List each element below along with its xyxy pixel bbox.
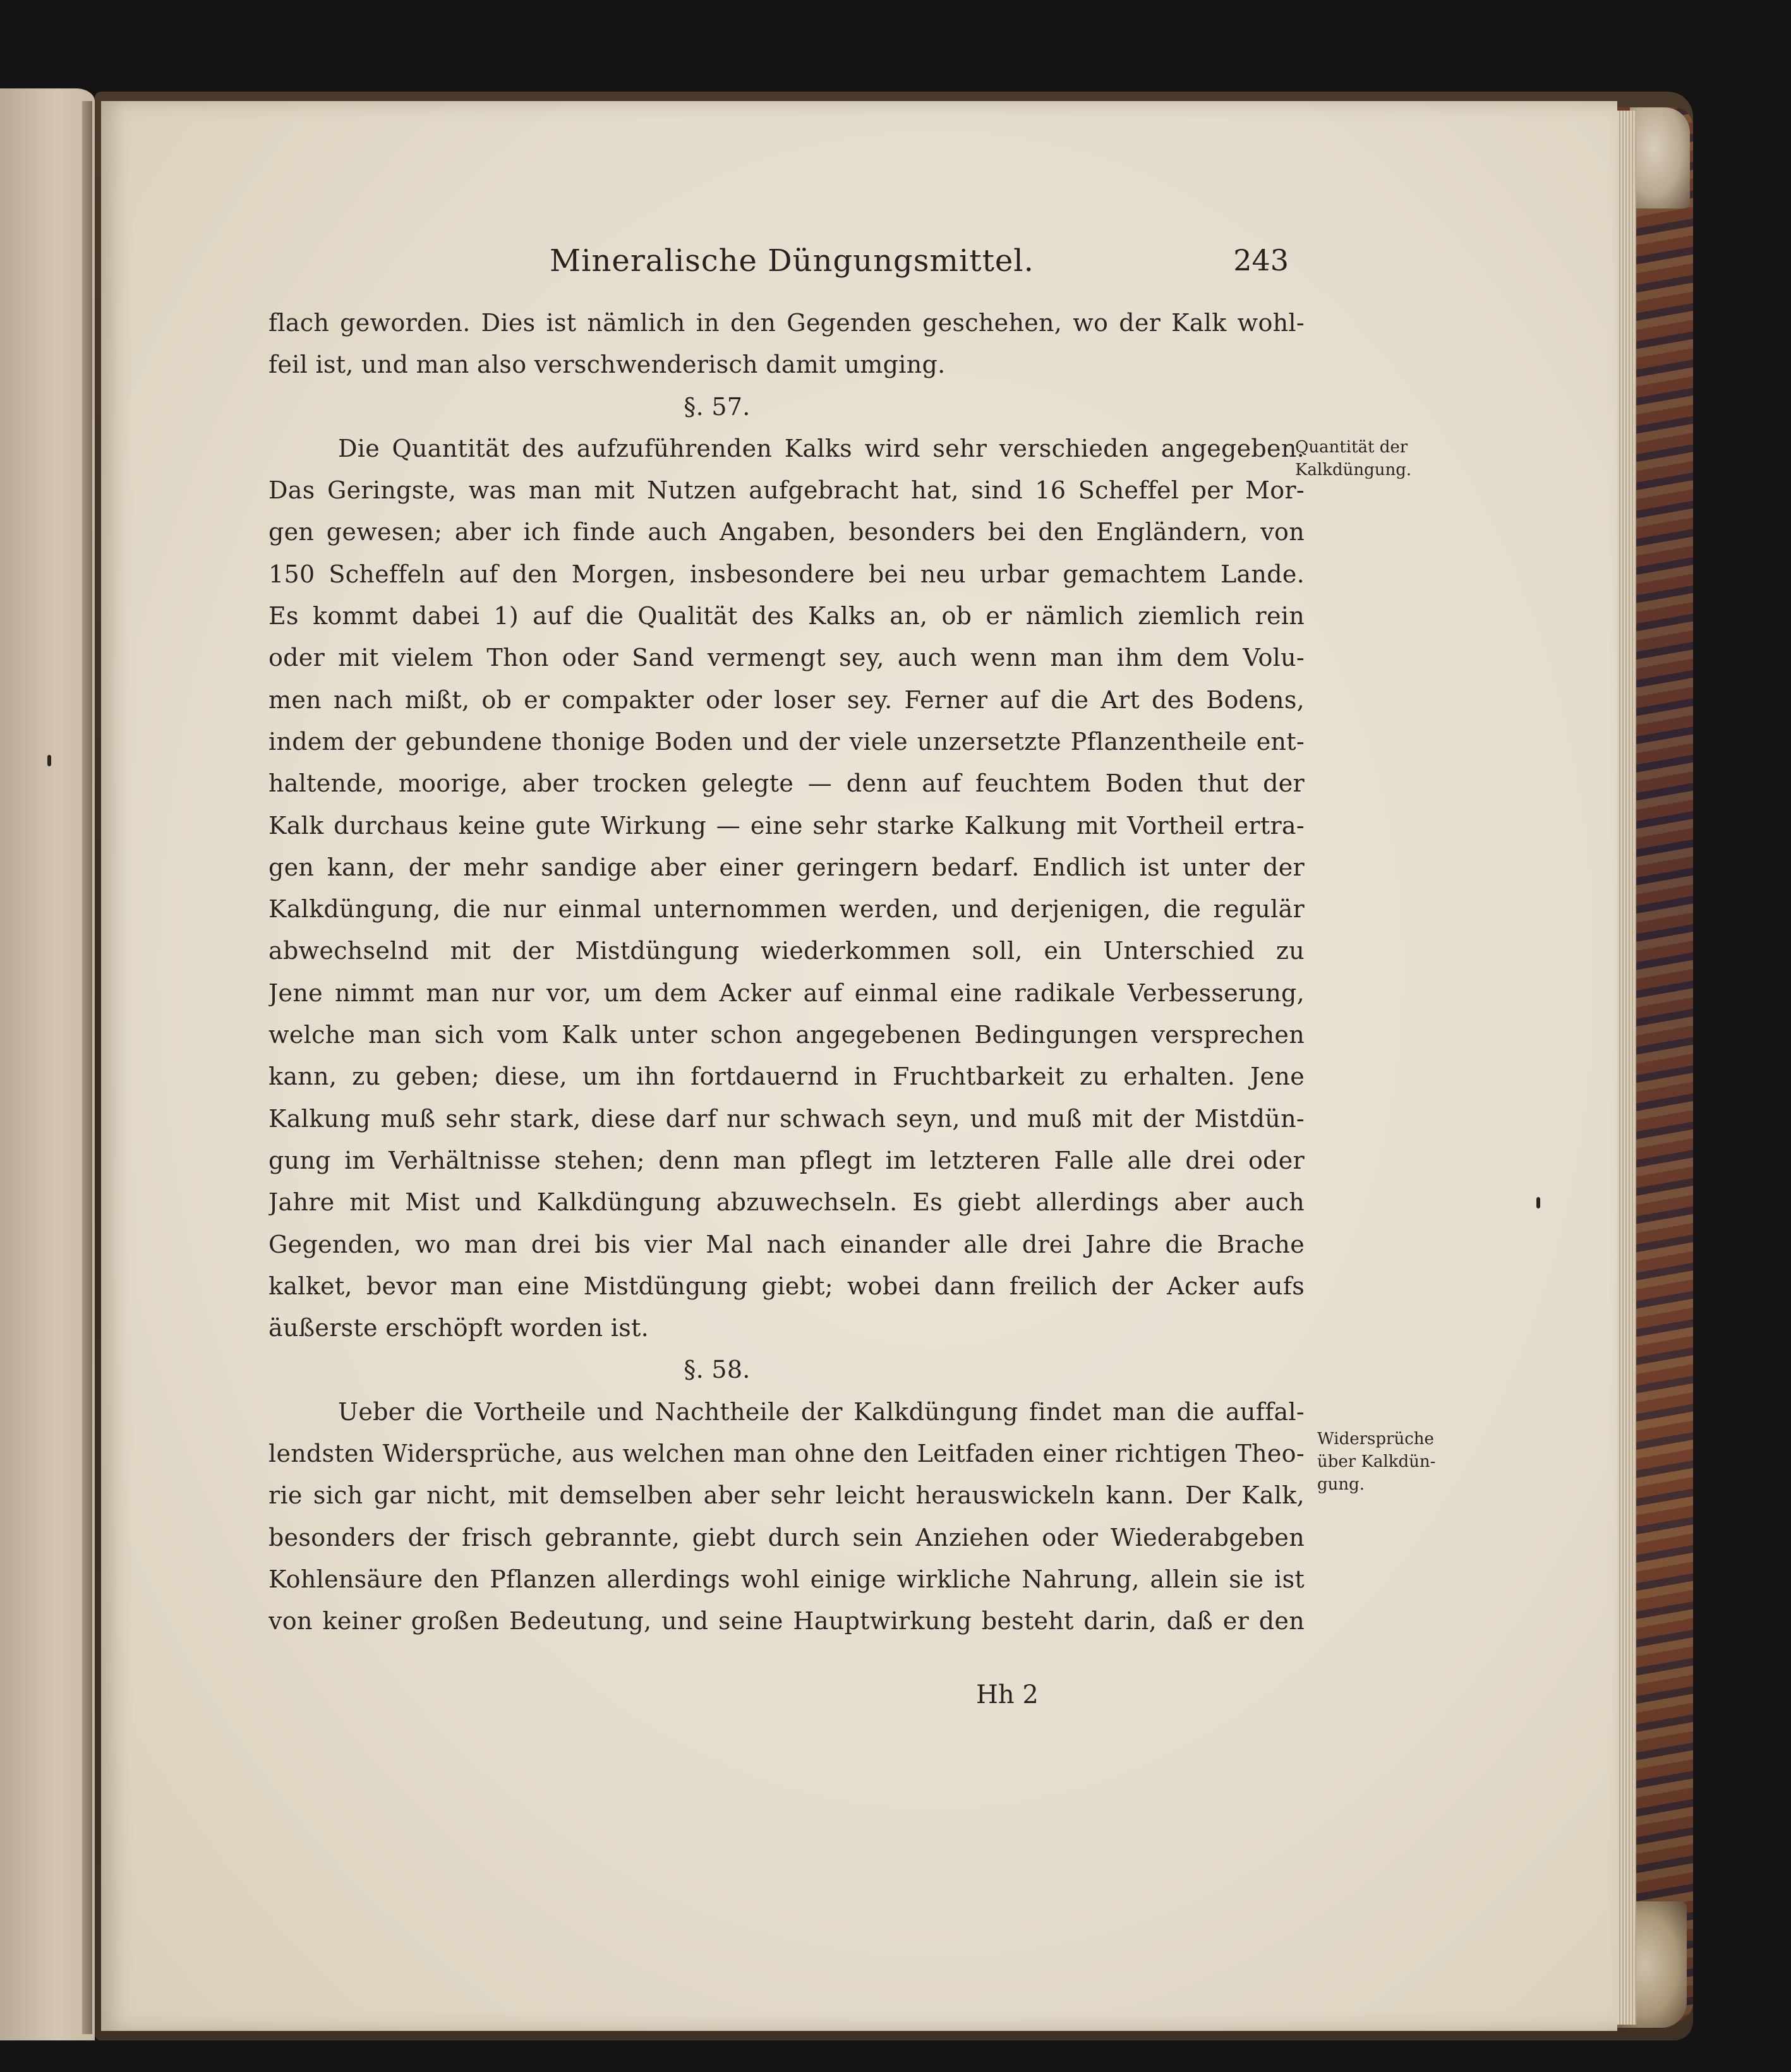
text-line: lendsten Widersprüche, aus welchen man ohne den Leitfaden einer richtigen Theo- — [268, 1440, 1305, 1468]
text-line: welche man sich vom Kalk unter schon angegebenen Bedingungen versprechen — [268, 1021, 1305, 1049]
margin-note-line: Quantität der — [1295, 438, 1408, 457]
text-line: abwechselnd mit der Mistdüngung wiederkommen soll, ein Unterschied zu — [268, 937, 1305, 965]
text-line: von keiner großen Bedeutung, und seine Hauptwirkung besteht darin, daß er den — [268, 1607, 1305, 1635]
text-line: kann, zu geben; diese, um ihn fortdauernd in Fruchtbarkeit zu erhalten. Jene — [268, 1063, 1305, 1091]
margin-note-line: Kalkdüngung. — [1295, 461, 1412, 479]
text-line: Es kommt dabei 1) auf die Qualität des Kalks an, ob er nämlich ziemlich rein — [268, 602, 1305, 630]
text-line: men nach mißt, ob er compakter oder loser sey. Ferner auf die Art des Bodens, — [268, 685, 1305, 714]
text-line: gen kann, der mehr sandige aber einer geringern bedarf. Endlich ist unter der — [268, 853, 1305, 881]
text-line: Kohlensäure den Pflanzen allerdings wohl einige wirkliche Nahrung, allein sie ist — [268, 1565, 1305, 1593]
margin-note-contradictions — [1317, 1428, 1435, 1496]
margin-note-line: Widersprüche — [1317, 1430, 1434, 1449]
page-number: 243 — [1233, 243, 1289, 277]
gutter-shadow — [82, 101, 92, 2034]
facing-page-edge — [0, 88, 95, 2040]
body-text — [268, 302, 1305, 1642]
margin-note-line: gung. — [1317, 1475, 1365, 1494]
section-heading: §. 58. — [684, 1356, 751, 1384]
text-line: Jene nimmt man nur vor, um dem Acker auf einmal eine radikale Verbesserung, — [268, 979, 1305, 1007]
margin-note-quantity — [1295, 436, 1411, 481]
text-line: haltende, moorige, aber trocken gelegte — denn auf feuchtem Boden thut der — [268, 769, 1305, 798]
margin-note-line: über Kalkdün- — [1317, 1452, 1436, 1471]
text-line: Kalkdüngung, die nur einmal unternommen werden, und derjenigen, die regulär — [268, 895, 1305, 924]
page-header — [550, 243, 1289, 287]
text-line: Jahre mit Mist und Kalkdüngung abzuwechseln. Es giebt allerdings aber auch — [268, 1188, 1305, 1217]
text-line: rie sich gar nicht, mit demselben aber sehr leicht herauswickeln kann. Der Kalk, — [268, 1481, 1305, 1510]
text-line: indem der gebundene thonige Boden und der viele unzersetzte Pflanzentheile ent- — [268, 727, 1305, 756]
section-heading: §. 57. — [684, 392, 751, 421]
text-line: Ueber die Vortheile und Nachtheile der Kalkdüngung findet man die auffal- — [338, 1397, 1305, 1426]
text-line: Gegenden, wo man drei bis vier Mal nach einander alle drei Jahre die Brache — [268, 1230, 1305, 1258]
text-line: Kalkung muß sehr stark, diese darf nur schwach seyn, und muß mit der Mistdün- — [268, 1104, 1305, 1133]
specks — [47, 755, 51, 766]
specks — [1536, 1197, 1540, 1208]
signature-mark: Hh 2 — [976, 1680, 1039, 1709]
text-line: Das Geringste, was man mit Nutzen aufgebracht hat, sind 16 Scheffel per Mor- — [268, 476, 1305, 505]
text-line: Die Quantität des aufzuführenden Kalks wird sehr verschieden angegeben. — [338, 434, 1305, 462]
text-line: gung im Verhältnisse stehen; denn man pflegt im letzteren Falle alle drei oder — [268, 1146, 1305, 1174]
text-line: besonders der frisch gebrannte, giebt durch sein Anziehen oder Wiederabgeben — [268, 1523, 1305, 1551]
text-line: gen gewesen; aber ich finde auch Angaben, besonders bei den Engländern, von — [268, 518, 1305, 546]
text-line: Kalk durchaus keine gute Wirkung — eine sehr starke Kalkung mit Vortheil ertra- — [268, 811, 1305, 840]
text-line: feil ist, und man also verschwenderisch damit umging. — [268, 351, 946, 379]
worn-corner-top — [1630, 107, 1690, 208]
running-title: Mineralische Düngungsmittel. — [550, 243, 1034, 279]
text-line: äußerste erschöpft worden ist. — [268, 1314, 649, 1342]
text-line: 150 Scheffeln auf den Morgen, insbesondere bei neu urbar gemachtem Lande. — [268, 560, 1305, 588]
text-line: kalket, bevor man eine Mistdüngung giebt; wobei dann freilich der Acker aufs — [268, 1272, 1305, 1300]
text-line: oder mit vielem Thon oder Sand vermengt sey, auch wenn man ihm dem Volu- — [268, 644, 1305, 672]
text-line: flach geworden. Dies ist nämlich in den Gegenden geschehen, wo der Kalk wohl- — [268, 309, 1305, 337]
